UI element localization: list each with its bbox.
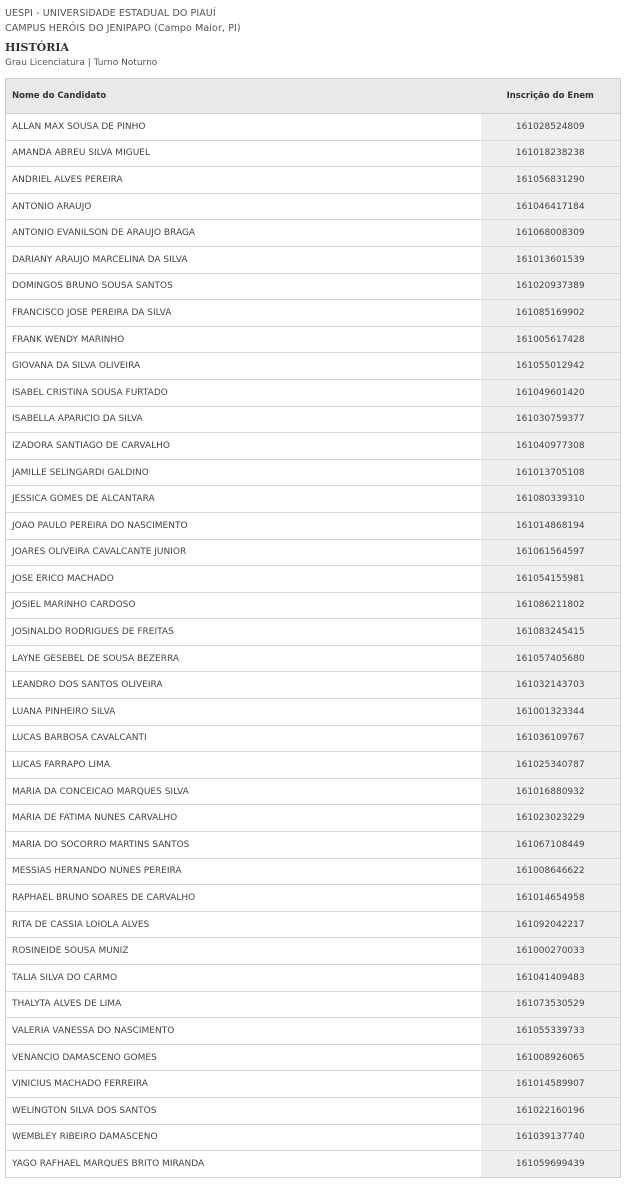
candidates-table-body (6, 114, 621, 1178)
table-row (6, 672, 621, 699)
candidate-name: FRANK WENDY MARINHO (6, 326, 481, 353)
candidate-name: MESSIAS HERNANDO NUNES PEREIRA (6, 858, 481, 885)
enem-registration: 161083245415 (481, 619, 621, 646)
table-row (6, 1124, 621, 1151)
table-row (6, 140, 621, 167)
candidate-name: LAYNE GESEBEL DE SOUSA BEZERRA (6, 645, 481, 672)
candidate-name: ISABEL CRISTINA SOUSA FURTADO (6, 379, 481, 406)
table-row (6, 938, 621, 965)
candidate-name: MARIA DE FATIMA NUNES CARVALHO (6, 805, 481, 832)
table-row (6, 566, 621, 593)
candidate-name: MARIA DA CONCEICAO MARQUES SILVA (6, 778, 481, 805)
table-row (6, 911, 621, 938)
enem-registration: 161000270033 (481, 938, 621, 965)
candidate-name: JOARES OLIVEIRA CAVALCANTE JUNIOR (6, 539, 481, 566)
table-row (6, 991, 621, 1018)
table-row (6, 433, 621, 460)
enem-registration: 161013705108 (481, 459, 621, 486)
table-row (6, 858, 621, 885)
table-row (6, 778, 621, 805)
candidate-name: ANTONIO ARAUJO (6, 193, 481, 220)
enem-registration: 161008646622 (481, 858, 621, 885)
candidate-name: JESSICA GOMES DE ALCANTARA (6, 486, 481, 513)
enem-registration: 161016880932 (481, 778, 621, 805)
table-row (6, 300, 621, 327)
candidate-name: DOMINGOS BRUNO SOUSA SANTOS (6, 273, 481, 300)
table-row (6, 193, 621, 220)
table-row (6, 406, 621, 433)
candidate-name: WEMBLEY RIBEIRO DAMASCENO (6, 1124, 481, 1151)
table-row (6, 805, 621, 832)
candidate-name: JOAO PAULO PEREIRA DO NASCIMENTO (6, 512, 481, 539)
candidate-name: ANDRIEL ALVES PEREIRA (6, 167, 481, 194)
enem-registration: 161013601539 (481, 246, 621, 273)
candidate-name: DARIANY ARAUJO MARCELINA DA SILVA (6, 246, 481, 273)
enem-registration: 161085169902 (481, 300, 621, 327)
table-row (6, 246, 621, 273)
candidates-table (5, 78, 621, 1178)
enem-registration: 161068008309 (481, 220, 621, 247)
enem-registration: 161049601420 (481, 379, 621, 406)
candidate-name: RITA DE CASSIA LOIOLA ALVES (6, 911, 481, 938)
enem-registration: 161046417184 (481, 193, 621, 220)
enem-registration: 161014868194 (481, 512, 621, 539)
column-header-name: Nome do Candidato (6, 79, 481, 114)
table-row (6, 167, 621, 194)
enem-registration: 161092042217 (481, 911, 621, 938)
enem-registration: 161001323344 (481, 699, 621, 726)
candidate-name: MARIA DO SOCORRO MARTINS SANTOS (6, 832, 481, 859)
candidate-name: WELINGTON SILVA DOS SANTOS (6, 1097, 481, 1124)
table-row (6, 832, 621, 859)
candidate-name: THALYTA ALVES DE LIMA (6, 991, 481, 1018)
enem-registration: 161022160196 (481, 1097, 621, 1124)
enem-registration: 161080339310 (481, 486, 621, 513)
table-row (6, 459, 621, 486)
enem-registration: 161073530529 (481, 991, 621, 1018)
candidate-name: JOSIEL MARINHO CARDOSO (6, 592, 481, 619)
table-row (6, 353, 621, 380)
enem-registration: 161061564597 (481, 539, 621, 566)
enem-registration: 161067108449 (481, 832, 621, 859)
table-row (6, 619, 621, 646)
enem-registration: 161036109767 (481, 725, 621, 752)
candidate-name: LUCAS BARBOSA CAVALCANTI (6, 725, 481, 752)
enem-registration: 161023023229 (481, 805, 621, 832)
candidate-name: JOSE ERICO MACHADO (6, 566, 481, 593)
table-row (6, 379, 621, 406)
enem-registration: 161055339733 (481, 1018, 621, 1045)
course-details: Grau Licenciatura | Turno Noturno (5, 58, 158, 68)
enem-registration: 161057405680 (481, 645, 621, 672)
table-row (6, 725, 621, 752)
table-row (6, 273, 621, 300)
candidate-name: JOSINALDO RODRIGUES DE FREITAS (6, 619, 481, 646)
enem-registration: 161040977308 (481, 433, 621, 460)
table-row (6, 752, 621, 779)
candidate-name: GIOVANA DA SILVA OLIVEIRA (6, 353, 481, 380)
enem-registration: 161054155981 (481, 566, 621, 593)
table-row (6, 1071, 621, 1098)
campus-name: CAMPUS HERÓIS DO JENIPAPO (Campo Maior, PI) (5, 23, 241, 34)
table-row (6, 1044, 621, 1071)
candidate-name: RAPHAEL BRUNO SOARES DE CARVALHO (6, 885, 481, 912)
enem-registration: 161005617428 (481, 326, 621, 353)
candidate-name: LEANDRO DOS SANTOS OLIVEIRA (6, 672, 481, 699)
candidate-name: LUCAS FARRAPO LIMA (6, 752, 481, 779)
table-row (6, 1151, 621, 1178)
table-row (6, 592, 621, 619)
table-row (6, 114, 621, 141)
table-row (6, 512, 621, 539)
table-row (6, 885, 621, 912)
candidate-name: ANTONIO EVANILSON DE ARAUJO BRAGA (6, 220, 481, 247)
candidate-name: VENANCIO DAMASCENO GOMES (6, 1044, 481, 1071)
enem-registration: 161032143703 (481, 672, 621, 699)
candidate-name: TALIA SILVA DO CARMO (6, 965, 481, 992)
candidate-name: LUANA PINHEIRO SILVA (6, 699, 481, 726)
candidate-name: ROSINEIDE SOUSA MUNIZ (6, 938, 481, 965)
candidate-name: AMANDA ABREU SILVA MIGUEL (6, 140, 481, 167)
column-header-enem: Inscrição do Enem (481, 79, 621, 114)
candidate-name: VINICIUS MACHADO FERREIRA (6, 1071, 481, 1098)
enem-registration: 161086211802 (481, 592, 621, 619)
table-row (6, 220, 621, 247)
enem-registration: 161014589907 (481, 1071, 621, 1098)
table-row (6, 699, 621, 726)
course-title: HISTÓRIA (5, 41, 70, 54)
candidate-name: ISABELLA APARICIO DA SILVA (6, 406, 481, 433)
candidate-name: VALERIA VANESSA DO NASCIMENTO (6, 1018, 481, 1045)
institution-name: UESPI - UNIVERSIDADE ESTADUAL DO PIAUÍ (5, 8, 216, 19)
enem-registration: 161028524809 (481, 114, 621, 141)
enem-registration: 161039137740 (481, 1124, 621, 1151)
table-row (6, 539, 621, 566)
table-row (6, 326, 621, 353)
enem-registration: 161008926065 (481, 1044, 621, 1071)
enem-registration: 161014654958 (481, 885, 621, 912)
candidate-name: JAMILLE SELINGARDI GALDINO (6, 459, 481, 486)
candidate-name: YAGO RAFHAEL MARQUES BRITO MIRANDA (6, 1151, 481, 1178)
candidate-name: ALLAN MAX SOUSA DE PINHO (6, 114, 481, 141)
table-header-row (6, 79, 621, 114)
candidate-name: FRANCISCO JOSE PEREIRA DA SILVA (6, 300, 481, 327)
enem-registration: 161056831290 (481, 167, 621, 194)
table-row (6, 1097, 621, 1124)
table-row (6, 1018, 621, 1045)
enem-registration: 161030759377 (481, 406, 621, 433)
enem-registration: 161020937389 (481, 273, 621, 300)
candidate-name: IZADORA SANTIAGO DE CARVALHO (6, 433, 481, 460)
table-row (6, 965, 621, 992)
enem-registration: 161025340787 (481, 752, 621, 779)
enem-registration: 161055012942 (481, 353, 621, 380)
enem-registration: 161018238238 (481, 140, 621, 167)
enem-registration: 161041409483 (481, 965, 621, 992)
table-row (6, 645, 621, 672)
enem-registration: 161059699439 (481, 1151, 621, 1178)
table-row (6, 486, 621, 513)
